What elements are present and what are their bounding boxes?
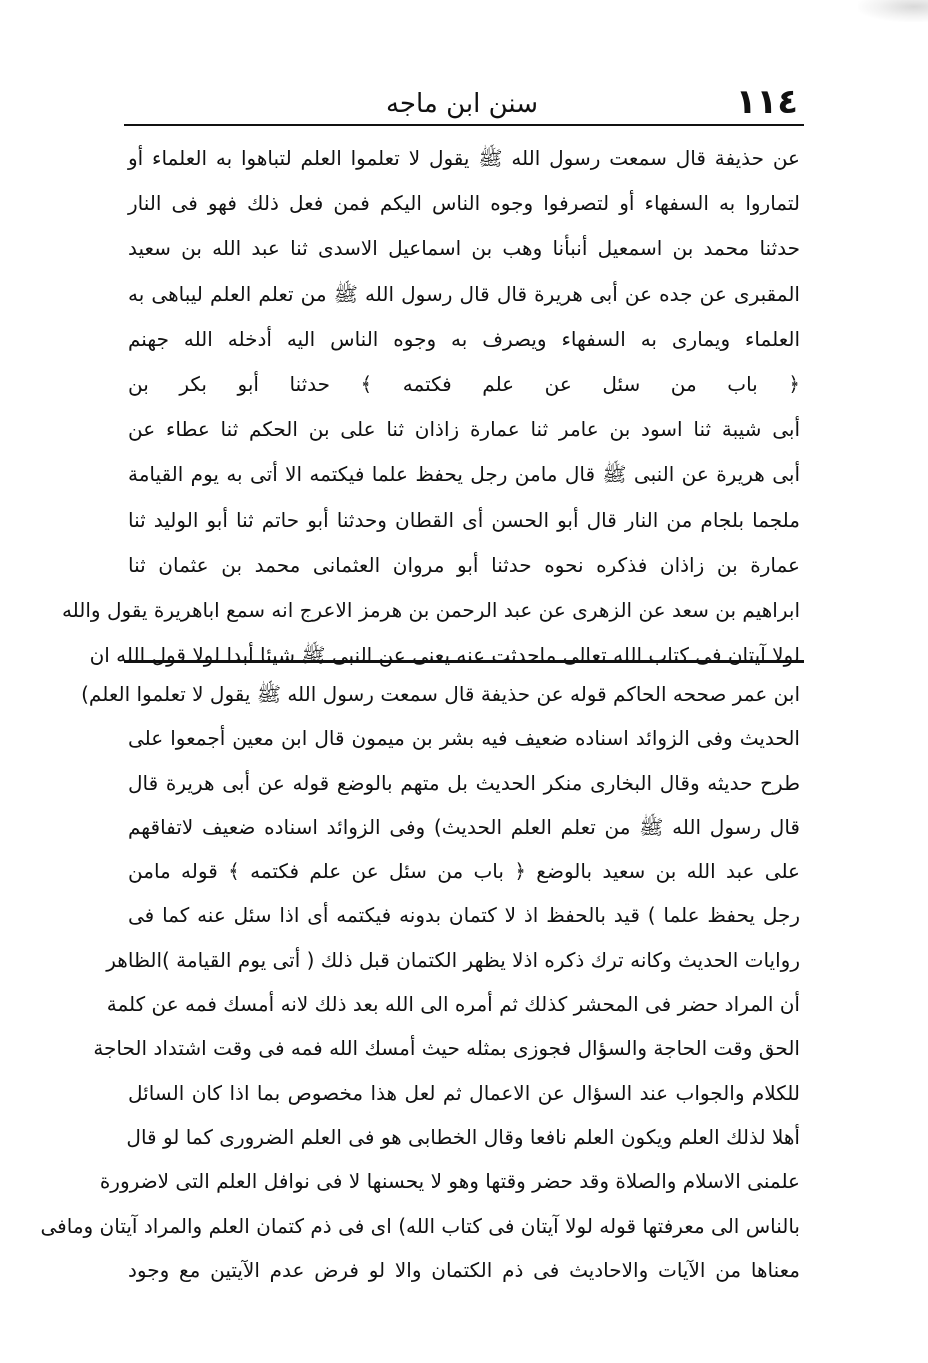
main-line: ملجما بلجام من النار قال أبو الحسن أى القطان وحدثنا أبو حاتم ثنا أبو الوليد ثنا [128, 507, 800, 532]
footnote-line: بالناس الى معرفتها قوله لولا آيتان فى كتاب الله) اى فى ذم كتمان العلم والمراد آيتان ومافى [40, 1213, 800, 1238]
main-line: لتماروا به السفهاء أو لتصرفوا وجوه الناس اليكم فمن فعل ذلك فهو فى النار [128, 191, 800, 216]
footnote-line: طرح حديثه وقال البخارى منكر الحديث بل متهم بالوضع قوله عن أبى هريرة قال [128, 770, 800, 795]
main-line: لولا آيتان فى كتاب الله تعالى ماحدثت عنه يعنى عن النبى ﷺ شيئا أبدا لولا قول الله ان [89, 643, 800, 668]
footnote-line: روايات الحديث وكانه ترك ذكره اذلا يظهر الكتمان قبل ذلك ( أتى يوم القيامة )الظاهر [106, 947, 800, 972]
footnote-line: قال رسول الله ﷺ من تعلم العلم الحديث) وفى الزوائد اسناده ضعيف لاتفاقهم [128, 814, 800, 839]
page-number: ١١٤ [735, 82, 798, 122]
main-line: أبى شيبة ثنا اسود بن عامر ثنا عمارة زاذان ثنا على بن الحكم ثنا عطاء عن [128, 417, 800, 442]
scan-artifact [858, 0, 928, 22]
footnote-line: أهلا لذلك العلم ويكون العلم نافعا وقال الخطابى هو فى العلم الضرورى كما لو قال [126, 1124, 800, 1149]
main-line: عمارة بن زاذان فذكره نحوه حدثنا أبو مروان العثمانى محمد بن عثمان ثنا [128, 552, 800, 577]
footnote-line: رجل يحفظ علما ) قيد بالحفظ اذ لا كتمان بدونه فيكتمه أى اذا سئل عنه كما فى [128, 903, 800, 928]
header-rule [124, 124, 804, 126]
chapter-heading-line: ﴿ باب من سئل عن علم فكتمه ﴾ حدثنا أبو بكر بن [128, 371, 800, 396]
main-line: عن حذيفة قال سمعت رسول الله ﷺ يقول لا تعلموا العلم لتباهوا به العلماء أو [128, 146, 800, 170]
main-line: ابراهيم بن سعد عن الزهرى عن عبد الرحمن بن هرمز الاعرج انه سمع اباهريرة يقول والله [61, 597, 800, 622]
footnote-line: علمنى الاسلام والصلاة وقد حضر وقتها وهو لا يحسنها لا فى نوافل العلم التى لاضرورة [99, 1169, 800, 1194]
footnote-line: الحق وقت الحاجة والسؤال فجوزى بمثله حيث أمسك الله فمه فى وقت اشتداد الحاجة [93, 1036, 800, 1061]
main-line: العلماء ويمارى به السفهاء ويصرف به وجوه الناس اليه أدخله الله جهنم [128, 326, 800, 351]
main-line: حدثنا محمد بن اسمعيل أنبأنا وهب بن اسماعيل الاسدى ثنا عبد الله بن سعيد [128, 236, 800, 261]
footnote-text-block [40, 672, 800, 1292]
footnote-line: ابن عمر صححه الحاكم قوله عن حذيفة قال سمعت رسول الله ﷺ يقول لا تعلموا العلم) [81, 682, 800, 706]
footnote-line: الحديث وفى الزوائد اسناده ضعيف فيه بشر بن ميمون قال ابن معين أجمعوا على [128, 726, 800, 751]
footnote-line: للكلام والجواب عند السؤال عن الاعمال ثم لعل هذا مخصوص بما اذا كان السائل [128, 1080, 800, 1105]
page-header [126, 84, 798, 120]
main-line: أبى هريرة عن النبى ﷺ قال مامن رجل يحفظ علما فيكتمه الا أتى به يوم القيامة [128, 462, 800, 487]
footnote-line: أن المراد حضر فى المحشر كذلك ثم أمره الى الله بعد ذلك لانه أمسك فمه عن كلمة [106, 992, 800, 1017]
footnote-separator [124, 660, 804, 663]
footnote-line: على عبد الله بن سعيد بالوضع ﴿ باب من سئل عن علم فكتمه ﴾ قوله مامن [128, 859, 800, 884]
footnote-line: معناها من الآيات والاحاديث فى ذم الكتمان والا لو فرض عدم الآيتين مع وجود [128, 1257, 800, 1282]
main-text-block [61, 136, 800, 678]
main-line: المقبرى عن جده عن أبى هريرة قال قال رسول الله ﷺ من تعلم العلم ليباهى به [128, 281, 800, 306]
running-title: سنن ابن ماجه [385, 89, 539, 119]
